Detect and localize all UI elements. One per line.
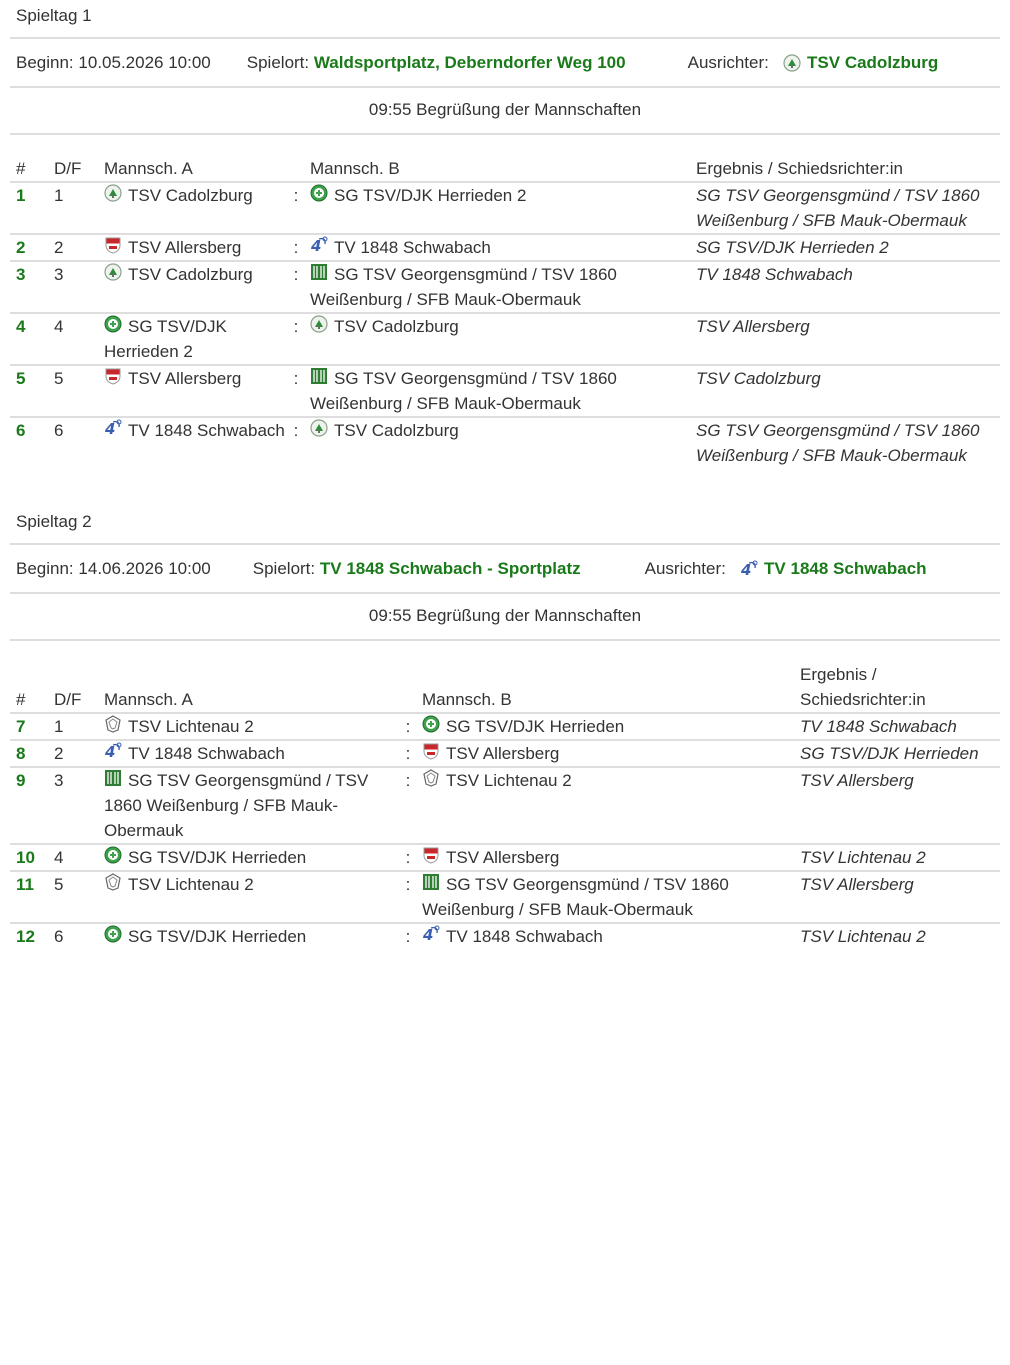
- team-name: TV 1848 Schwabach: [334, 238, 491, 257]
- team-a[interactable]: [98, 713, 400, 740]
- score-separator: :: [400, 871, 416, 923]
- referee: TSV Lichtenau 2: [794, 844, 1000, 871]
- allersberg-crest-icon: [104, 367, 122, 385]
- cadolzburg-crest-icon: [310, 315, 328, 333]
- match-row: [10, 740, 1000, 767]
- match-number: 7: [10, 713, 48, 740]
- venue-link[interactable]: TV 1848 Schwabach - Sportplatz: [319, 558, 581, 578]
- match-number: 8: [10, 740, 48, 767]
- lichtenau-crest-icon: [104, 873, 122, 891]
- match-number: 6: [16, 421, 26, 440]
- match-df: 1: [48, 713, 98, 740]
- col-header-num: #: [10, 641, 48, 713]
- team-b[interactable]: [304, 313, 690, 365]
- score-separator: :: [400, 713, 416, 740]
- match-df: 5: [48, 871, 98, 923]
- team-a[interactable]: [98, 182, 288, 234]
- score-separator: :: [400, 844, 416, 871]
- team-name: TV 1848 Schwabach: [446, 927, 603, 946]
- team-name: SG TSV/DJK Herrieden 2: [104, 317, 227, 361]
- score-separator: :: [288, 182, 304, 234]
- cadolzburg-crest-icon: [104, 263, 122, 281]
- team-b[interactable]: [416, 740, 794, 767]
- team-name: TSV Cadolzburg: [128, 186, 253, 205]
- greeting-note: 09:55 Begrüßung der Mannschaften: [10, 594, 1000, 641]
- matchday-info: [10, 39, 1000, 88]
- venue-link[interactable]: Waldsportplatz, Deberndorfer Weg 100: [313, 52, 626, 72]
- team-name: SG TSV Georgensgmünd / TSV 1860 Weißenburg / SFB Mauk-Obermauk: [422, 875, 729, 919]
- team-b[interactable]: [304, 234, 690, 261]
- svg-text:4: 4: [423, 926, 434, 943]
- team-name: TSV Allersberg: [446, 848, 560, 867]
- score-separator: :: [288, 313, 304, 365]
- team-name: SG TSV/DJK Herrieden: [128, 848, 307, 867]
- team-a[interactable]: [98, 767, 400, 844]
- team-b[interactable]: [416, 767, 794, 844]
- referee: TSV Allersberg: [794, 871, 1000, 923]
- svg-text:4: 4: [741, 560, 752, 578]
- match-df: 2: [48, 234, 98, 261]
- host-label: Ausrichter:: [644, 558, 726, 578]
- referee: SG TSV Georgensgmünd / TSV 1860 Weißenburg / SFB Mauk-Obermauk: [696, 421, 980, 465]
- georgensgmuend-crest-icon: [310, 263, 328, 281]
- team-b[interactable]: [304, 417, 690, 468]
- matchday-title: Spieltag 1: [10, 0, 1000, 39]
- col-header-df: D/F: [48, 135, 98, 182]
- referee: SG TSV Georgensgmünd / TSV 1860 Weißenburg / SFB Mauk-Obermauk: [690, 182, 1000, 234]
- match-df: 4: [48, 844, 98, 871]
- match-df: 6: [54, 927, 64, 946]
- team-name: TSV Cadolzburg: [334, 317, 459, 336]
- col-header-df: D/F: [48, 641, 98, 713]
- allersberg-crest-icon: [422, 846, 440, 864]
- matches-table: [10, 135, 1000, 468]
- georgensgmuend-crest-icon: [422, 873, 440, 891]
- match-row: [10, 923, 1000, 949]
- begin-value: 10.05.2026 10:00: [78, 52, 211, 72]
- match-number: 3: [10, 261, 48, 313]
- referee: SG TSV/DJK Herrieden: [794, 740, 1000, 767]
- col-header-team-b: Mannsch. B: [304, 135, 690, 182]
- schwabach-crest-icon: [104, 742, 122, 760]
- match-number: 4: [10, 313, 48, 365]
- team-a[interactable]: [98, 313, 288, 365]
- match-row: [10, 313, 1000, 365]
- match-row: [10, 182, 1000, 234]
- team-name: TSV Allersberg: [446, 744, 560, 763]
- referee: TSV Allersberg: [794, 767, 1000, 844]
- score-separator: :: [288, 261, 304, 313]
- herrieden-crest-icon: [104, 925, 122, 943]
- match-df: 3: [48, 767, 98, 844]
- referee: TSV Allersberg: [690, 313, 1000, 365]
- matchday-title: Spieltag 2: [10, 506, 1000, 545]
- lichtenau-crest-icon: [104, 715, 122, 733]
- team-name: TSV Lichtenau 2: [128, 717, 254, 736]
- referee: TV 1848 Schwabach: [794, 713, 1000, 740]
- referee: TSV Lichtenau 2: [800, 927, 926, 946]
- col-header-result: Ergebnis / Schiedsrichter:in: [794, 641, 1000, 713]
- team-a[interactable]: [98, 365, 288, 417]
- venue-label: Spielort:: [246, 52, 310, 72]
- match-number: 2: [10, 234, 48, 261]
- match-row: [10, 767, 1000, 844]
- team-a[interactable]: [98, 871, 400, 923]
- team-name: SG TSV Georgensgmünd / TSV 1860 Weißenburg / SFB Mauk-Obermauk: [104, 771, 369, 840]
- match-row: [10, 844, 1000, 871]
- match-number: 5: [10, 365, 48, 417]
- team-b[interactable]: [416, 923, 794, 949]
- team-a[interactable]: [98, 844, 400, 871]
- schwabach-crest-icon: [104, 419, 122, 437]
- team-name: TSV Cadolzburg: [128, 265, 253, 284]
- match-row: [10, 365, 1000, 417]
- score-separator: :: [288, 234, 304, 261]
- matches-table: [10, 641, 1000, 949]
- team-b[interactable]: [416, 713, 794, 740]
- col-header-team-a: Mannsch. A: [98, 135, 288, 182]
- team-name: SG TSV Georgensgmünd / TSV 1860 Weißenburg / SFB Mauk-Obermauk: [310, 369, 617, 413]
- team-name: TSV Lichtenau 2: [446, 771, 572, 790]
- score-separator: :: [400, 740, 416, 767]
- match-df: 3: [48, 261, 98, 313]
- georgensgmuend-crest-icon: [310, 367, 328, 385]
- begin-value: 14.06.2026 10:00: [78, 558, 211, 578]
- svg-text:4: 4: [311, 237, 322, 254]
- allersberg-crest-icon: [104, 236, 122, 254]
- team-name: TV 1848 Schwabach: [128, 421, 285, 440]
- greeting-note: 09:55 Begrüßung der Mannschaften: [10, 88, 1000, 135]
- matchday-1: [10, 0, 1000, 468]
- herrieden-crest-icon: [104, 315, 122, 333]
- match-row: [10, 871, 1000, 923]
- cadolzburg-crest-icon: [104, 184, 122, 202]
- score-separator: :: [288, 365, 304, 417]
- schwabach-crest-icon: [740, 560, 758, 578]
- match-df: 1: [48, 182, 98, 234]
- referee: TV 1848 Schwabach: [690, 261, 1000, 313]
- begin-label: Beginn:: [16, 558, 74, 578]
- match-row: [10, 234, 1000, 261]
- match-number: 1: [10, 182, 48, 234]
- team-b[interactable]: [304, 365, 690, 417]
- schwabach-crest-icon: [310, 236, 328, 254]
- host-link[interactable]: TV 1848 Schwabach: [764, 558, 927, 578]
- team-name: TSV Cadolzburg: [334, 421, 459, 440]
- match-number: 9: [10, 767, 48, 844]
- schwabach-crest-icon: [422, 925, 440, 943]
- match-df: 5: [48, 365, 98, 417]
- allersberg-crest-icon: [422, 742, 440, 760]
- team-a[interactable]: [98, 261, 288, 313]
- team-a[interactable]: [98, 923, 400, 949]
- team-name: SG TSV/DJK Herrieden: [446, 717, 625, 736]
- georgensgmuend-crest-icon: [104, 769, 122, 787]
- team-name: TSV Lichtenau 2: [128, 875, 254, 894]
- match-df: 2: [48, 740, 98, 767]
- col-header-result: Ergebnis / Schiedsrichter:in: [690, 135, 1000, 182]
- matchday-info: [10, 545, 1000, 594]
- team-a[interactable]: [98, 417, 288, 468]
- herrieden-crest-icon: [310, 184, 328, 202]
- team-name: SG TSV/DJK Herrieden: [128, 927, 307, 946]
- col-header-team-b: Mannsch. B: [416, 641, 794, 713]
- match-number: 12: [16, 927, 35, 946]
- score-separator: :: [405, 927, 411, 946]
- team-name: SG TSV Georgensgmünd / TSV 1860 Weißenburg / SFB Mauk-Obermauk: [310, 265, 617, 309]
- schedule: [10, 0, 1000, 949]
- matchday-2: [10, 506, 1000, 949]
- herrieden-crest-icon: [422, 715, 440, 733]
- host-link[interactable]: TSV Cadolzburg: [807, 52, 939, 72]
- match-number: 11: [10, 871, 48, 923]
- svg-text:4: 4: [105, 743, 116, 760]
- col-header-team-a: Mannsch. A: [98, 641, 400, 713]
- team-name: TSV Allersberg: [128, 238, 242, 257]
- match-row: [10, 261, 1000, 313]
- match-row: [10, 417, 1000, 468]
- score-separator: :: [400, 767, 416, 844]
- referee: SG TSV/DJK Herrieden 2: [690, 234, 1000, 261]
- team-b[interactable]: [304, 261, 690, 313]
- score-separator: :: [293, 421, 299, 440]
- match-number: 10: [10, 844, 48, 871]
- host-label: Ausrichter:: [687, 52, 769, 72]
- team-a[interactable]: [98, 740, 400, 767]
- match-df: 4: [48, 313, 98, 365]
- begin-label: Beginn:: [16, 52, 74, 72]
- referee: TSV Cadolzburg: [690, 365, 1000, 417]
- team-b[interactable]: [416, 871, 794, 923]
- team-name: TSV Allersberg: [128, 369, 242, 388]
- team-a[interactable]: [98, 234, 288, 261]
- cadolzburg-crest-icon: [310, 419, 328, 437]
- team-b[interactable]: [304, 182, 690, 234]
- team-b[interactable]: [416, 844, 794, 871]
- svg-text:4: 4: [105, 420, 116, 437]
- match-row: [10, 713, 1000, 740]
- match-df: 6: [54, 421, 64, 440]
- lichtenau-crest-icon: [422, 769, 440, 787]
- venue-label: Spielort:: [252, 558, 316, 578]
- col-header-num: #: [10, 135, 48, 182]
- herrieden-crest-icon: [104, 846, 122, 864]
- team-name: TV 1848 Schwabach: [128, 744, 285, 763]
- cadolzburg-crest-icon: [783, 54, 801, 72]
- team-name: SG TSV/DJK Herrieden 2: [334, 186, 527, 205]
